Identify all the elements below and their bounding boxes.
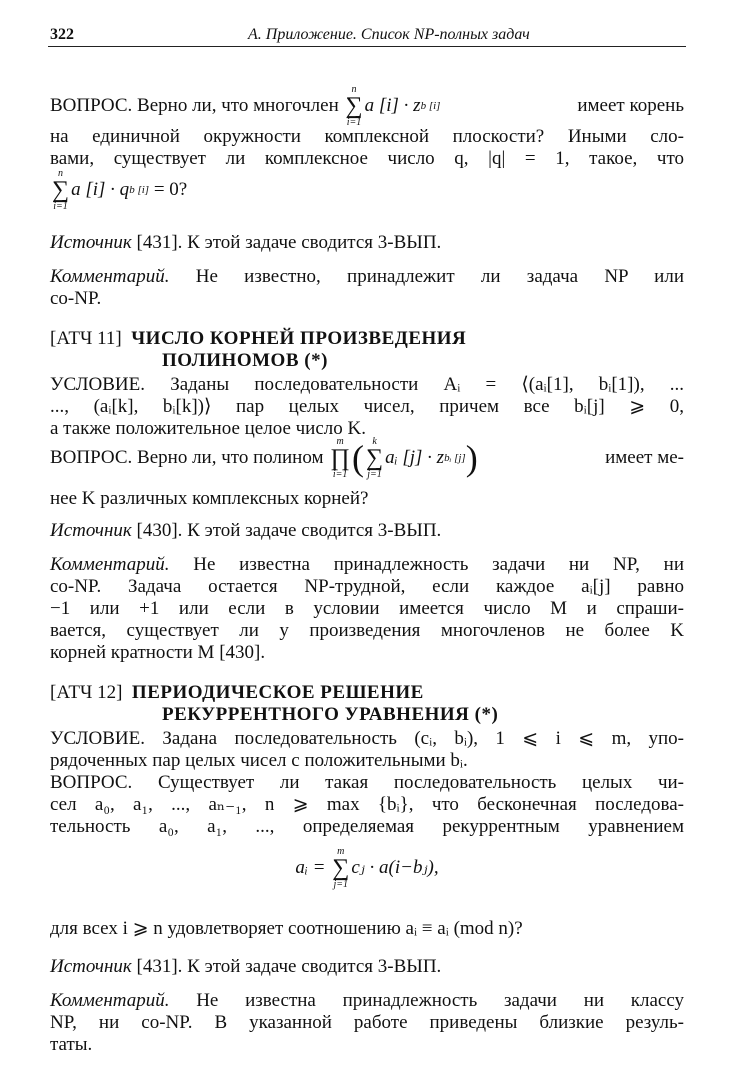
top-question-line2: на единичной окружности комплексной плоскости? Иными сло-: [50, 126, 684, 147]
atc11-source: Источник [430]. К этой задаче сводится 3-ВЫП.: [50, 520, 442, 541]
top-comment-line2: co-NP.: [50, 288, 102, 309]
atc12-condition-line2: рядоченных пар целых чисел с положительными bᵢ.: [50, 750, 468, 771]
top-comment-line1: Комментарий. Не известно, принадлежит ли задача NP или: [50, 266, 684, 287]
atc12-question-line1: ВОПРОС. Существует ли такая последовательность целых чи-: [50, 772, 685, 793]
recurrence-equation: aᵢ = m ∑ j=1 cⱼ · a(i−bⱼ),: [295, 846, 439, 890]
top-question-line3: вами, существует ли комплексное число q, |q| = 1, такое, что: [50, 148, 684, 169]
atc11-condition-line1: УСЛОВИЕ. Заданы последовательности Aᵢ = ⟨(aᵢ[1], bᵢ[1]), ...: [50, 374, 684, 395]
atc11-question-line1: ВОПРОС. Верно ли, что полином m ∏ i=1 ( k ∑ j=1 aᵢ [j] · z bᵢ [j] ) имеет ме-: [50, 436, 684, 480]
atc12-heading: [АТЧ 12] ПЕРИОДИЧЕСКОЕ РЕШЕНИЕ: [50, 682, 424, 703]
top-question-line1: ВОПРОС. Верно ли, что многочлен n ∑ i=1 a [i] · z b [i] имеет корень: [50, 84, 684, 128]
atc11-condition-line3: а также положительное целое число K.: [50, 418, 366, 439]
top-source: Источник [431]. К этой задаче сводится 3-ВЫП.: [50, 232, 442, 253]
atc12-question-line3: тельность a₀, a₁, ..., определяемая рекуррентным уравнением: [50, 816, 684, 837]
atc11-comment-line4: вается, существует ли у произведения многочленов не более K: [50, 620, 684, 641]
atc12-heading-line2: РЕКУРРЕНТНОГО УРАВНЕНИЯ (*): [162, 704, 499, 725]
product-symbol: m ∏ i=1: [330, 436, 350, 480]
atc11-heading-line2: ПОЛИНОМОВ (*): [162, 350, 328, 371]
sum-symbol: n ∑ i=1: [345, 84, 363, 128]
atc12-comment-line1: Комментарий. Не известна принадлежность задачи ни классу: [50, 990, 685, 1011]
running-header: [48, 20, 686, 47]
page-number: 322: [50, 26, 74, 43]
atc12-question-line4: для всех i ⩾ n удовлетворяет соотношению aᵢ ≡ aᵢ (mod n)?: [50, 918, 523, 939]
atc11-comment-line5: корней кратности M [430].: [50, 642, 266, 663]
atc12-condition-line1: УСЛОВИЕ. Задана последовательность (cᵢ, bᵢ), 1 ⩽ i ⩽ m, упо-: [50, 728, 684, 749]
atc11-heading: [АТЧ 11] ЧИСЛО КОРНЕЙ ПРОИЗВЕДЕНИЯ: [50, 328, 467, 349]
atc11-question-line2: нее K различных комплексных корней?: [50, 488, 369, 509]
top-question-line4: n ∑ i=1 a [i] · q b [i] = 0?: [52, 168, 188, 212]
atc11-comment-line2: co-NP. Задача остается NP-трудной, если каждое aᵢ[j] равно: [50, 576, 684, 597]
atc11-comment-line3: −1 или +1 или если в условии имеется число M и спраши-: [50, 598, 684, 619]
atc12-comment-line3: таты.: [50, 1034, 93, 1055]
atc11-comment-line1: Комментарий. Не известна принадлежность задачи ни NP, ни: [50, 554, 685, 575]
running-title: А. Приложение. Список NP-полных задач: [248, 26, 530, 43]
atc12-comment-line2: NP, ни co-NP. В указанной работе приведены близкие резуль-: [50, 1012, 684, 1033]
atc12-question-line2: сел a₀, a₁, ..., aₙ₋₁, n ⩾ max {bᵢ}, что бесконечная последова-: [50, 794, 684, 815]
atc12-source: Источник [431]. К этой задаче сводится 3-ВЫП.: [50, 956, 442, 977]
atc11-condition-line2: ..., (aᵢ[k], bᵢ[k])⟩ пар целых чисел, причем все bᵢ[j] ⩾ 0,: [50, 396, 684, 417]
